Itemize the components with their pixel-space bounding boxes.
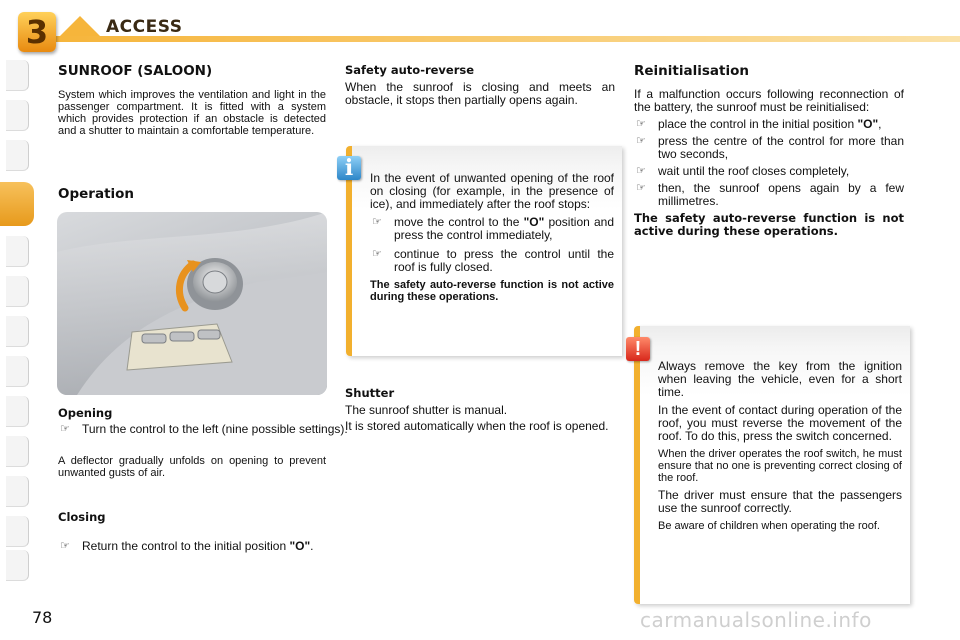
header-bar (56, 36, 960, 42)
chapter-tab[interactable] (6, 476, 29, 507)
reinit-bullet-1-text: place the control in the initial position (658, 117, 858, 131)
bullet-hand-icon: ☞ (60, 540, 70, 552)
warning-text-4: The driver must ensure that the passengers use the sunroof correctly. (658, 488, 902, 515)
deflector-text: A deflector gradually unfolds on opening to prevent unwanted gusts of air. (58, 455, 326, 479)
chapter-tab[interactable] (6, 276, 29, 307)
reinit-bullet-4 (634, 182, 904, 208)
reinit-bullet-1 (634, 118, 904, 131)
chapter-tab[interactable] (6, 516, 29, 547)
bullet-hand-icon: ☞ (636, 165, 646, 177)
safety-text: When the sunroof is closing and meets an obstacle, it stops then partially opens again. (345, 80, 615, 107)
header-ornament (60, 16, 100, 36)
chapter-tab[interactable] (6, 316, 29, 347)
info-box-note: The safety auto-reverse function is not active during these operations. (370, 279, 614, 303)
operation-title: Operation (58, 186, 135, 202)
bullet-hand-icon: ☞ (372, 216, 382, 228)
info-icon: i (337, 156, 361, 180)
info-box-text: In the event of unwanted opening of the roof on closing (for example, in the presence of ice), and immediately after the roof stops: (370, 171, 614, 211)
position-o-label: "O" (523, 215, 545, 229)
sunroof-title: SUNROOF (SALOON) (58, 63, 213, 79)
shutter-text-2: It is stored automatically when the roof is opened. (345, 419, 609, 433)
warning-text-5: Be aware of children when operating the roof. (658, 520, 880, 532)
chapter-number-badge: 3 (18, 12, 56, 52)
info-bullet-1 (370, 216, 614, 242)
chapter-tab-active[interactable] (0, 182, 34, 226)
reinit-title: Reinitialisation (634, 63, 749, 79)
reinit-bullet-4-text: then, the sunroof opens again by a few millimetres. (658, 181, 904, 208)
page-number: 78 (32, 608, 53, 627)
chapter-tab[interactable] (6, 60, 29, 91)
warning-box (634, 326, 910, 604)
sunroof-intro: System which improves the ventilation and light in the passenger compartment. It is fitted with a system which provides protection if an obstacle is detected and a shutter to maintain a comfortable temperature. (58, 89, 326, 137)
chapter-tab[interactable] (6, 436, 29, 467)
warning-text-3: When the driver operates the roof switch, he must ensure that no one is preventing correct closing of the roof. (658, 448, 902, 484)
bullet-hand-icon: ☞ (636, 118, 646, 130)
warning-icon: ! (626, 337, 650, 361)
reinit-bullet-3-text: wait until the roof closes completely, (658, 164, 850, 178)
chapter-tab[interactable] (6, 236, 29, 267)
safety-title: Safety auto-reverse (345, 63, 475, 77)
reinit-bullet-2 (634, 135, 904, 161)
shutter-text-1: The sunroof shutter is manual. (345, 403, 508, 417)
bullet-hand-icon: ☞ (372, 248, 382, 260)
chapter-tab[interactable] (6, 100, 29, 131)
opening-title: Opening (58, 406, 113, 420)
reinit-bullet-2-text: press the centre of the control for more than two seconds, (658, 134, 904, 161)
closing-title: Closing (58, 510, 106, 524)
reinit-bullet-3 (634, 165, 904, 178)
closing-bullet-end: . (310, 539, 314, 553)
position-o-label: "O" (857, 117, 879, 131)
info-bullet-2 (370, 248, 614, 274)
chapter-tab[interactable] (6, 140, 29, 171)
info-bullet-1-text: move the control to the (394, 215, 524, 229)
reinit-intro: If a malfunction occurs following reconnection of the battery, the sunroof must be reinitialised: (634, 87, 904, 114)
chapter-tabs (0, 60, 30, 580)
bullet-hand-icon: ☞ (60, 423, 70, 435)
shutter-title: Shutter (345, 386, 395, 400)
page-title: ACCESS (106, 17, 183, 37)
reinit-bullet-1-end: , (878, 117, 882, 131)
opening-bullet-text: Turn the control to the left (nine possible settings). (82, 422, 348, 436)
bullet-hand-icon: ☞ (636, 135, 646, 147)
opening-bullet (58, 423, 350, 436)
reinit-note: The safety auto-reverse function is not active during these operations. (634, 211, 904, 238)
chapter-tab[interactable] (6, 550, 29, 581)
info-box (346, 146, 622, 356)
sunroof-control-illustration (57, 212, 327, 395)
reinit-section (634, 88, 904, 238)
closing-bullet (58, 540, 350, 553)
watermark-text: carmanualsonline.info (640, 608, 872, 632)
info-bullet-1-end: position and press the control immediately, (394, 215, 614, 242)
bullet-hand-icon: ☞ (636, 182, 646, 194)
closing-bullet-text: Return the control to the initial position (82, 539, 290, 553)
position-o-label: "O" (289, 539, 311, 553)
info-bullet-2-text: continue to press the control until the roof is fully closed. (394, 247, 614, 274)
chapter-tab[interactable] (6, 396, 29, 427)
chapter-tab[interactable] (6, 356, 29, 387)
warning-text-2: In the event of contact during operation of the roof, you must reverse the movement of the roof. To do this, press the switch concerned. (658, 403, 902, 443)
warning-text-1: Always remove the key from the ignition when leaving the vehicle, even for a short time. (658, 359, 902, 399)
